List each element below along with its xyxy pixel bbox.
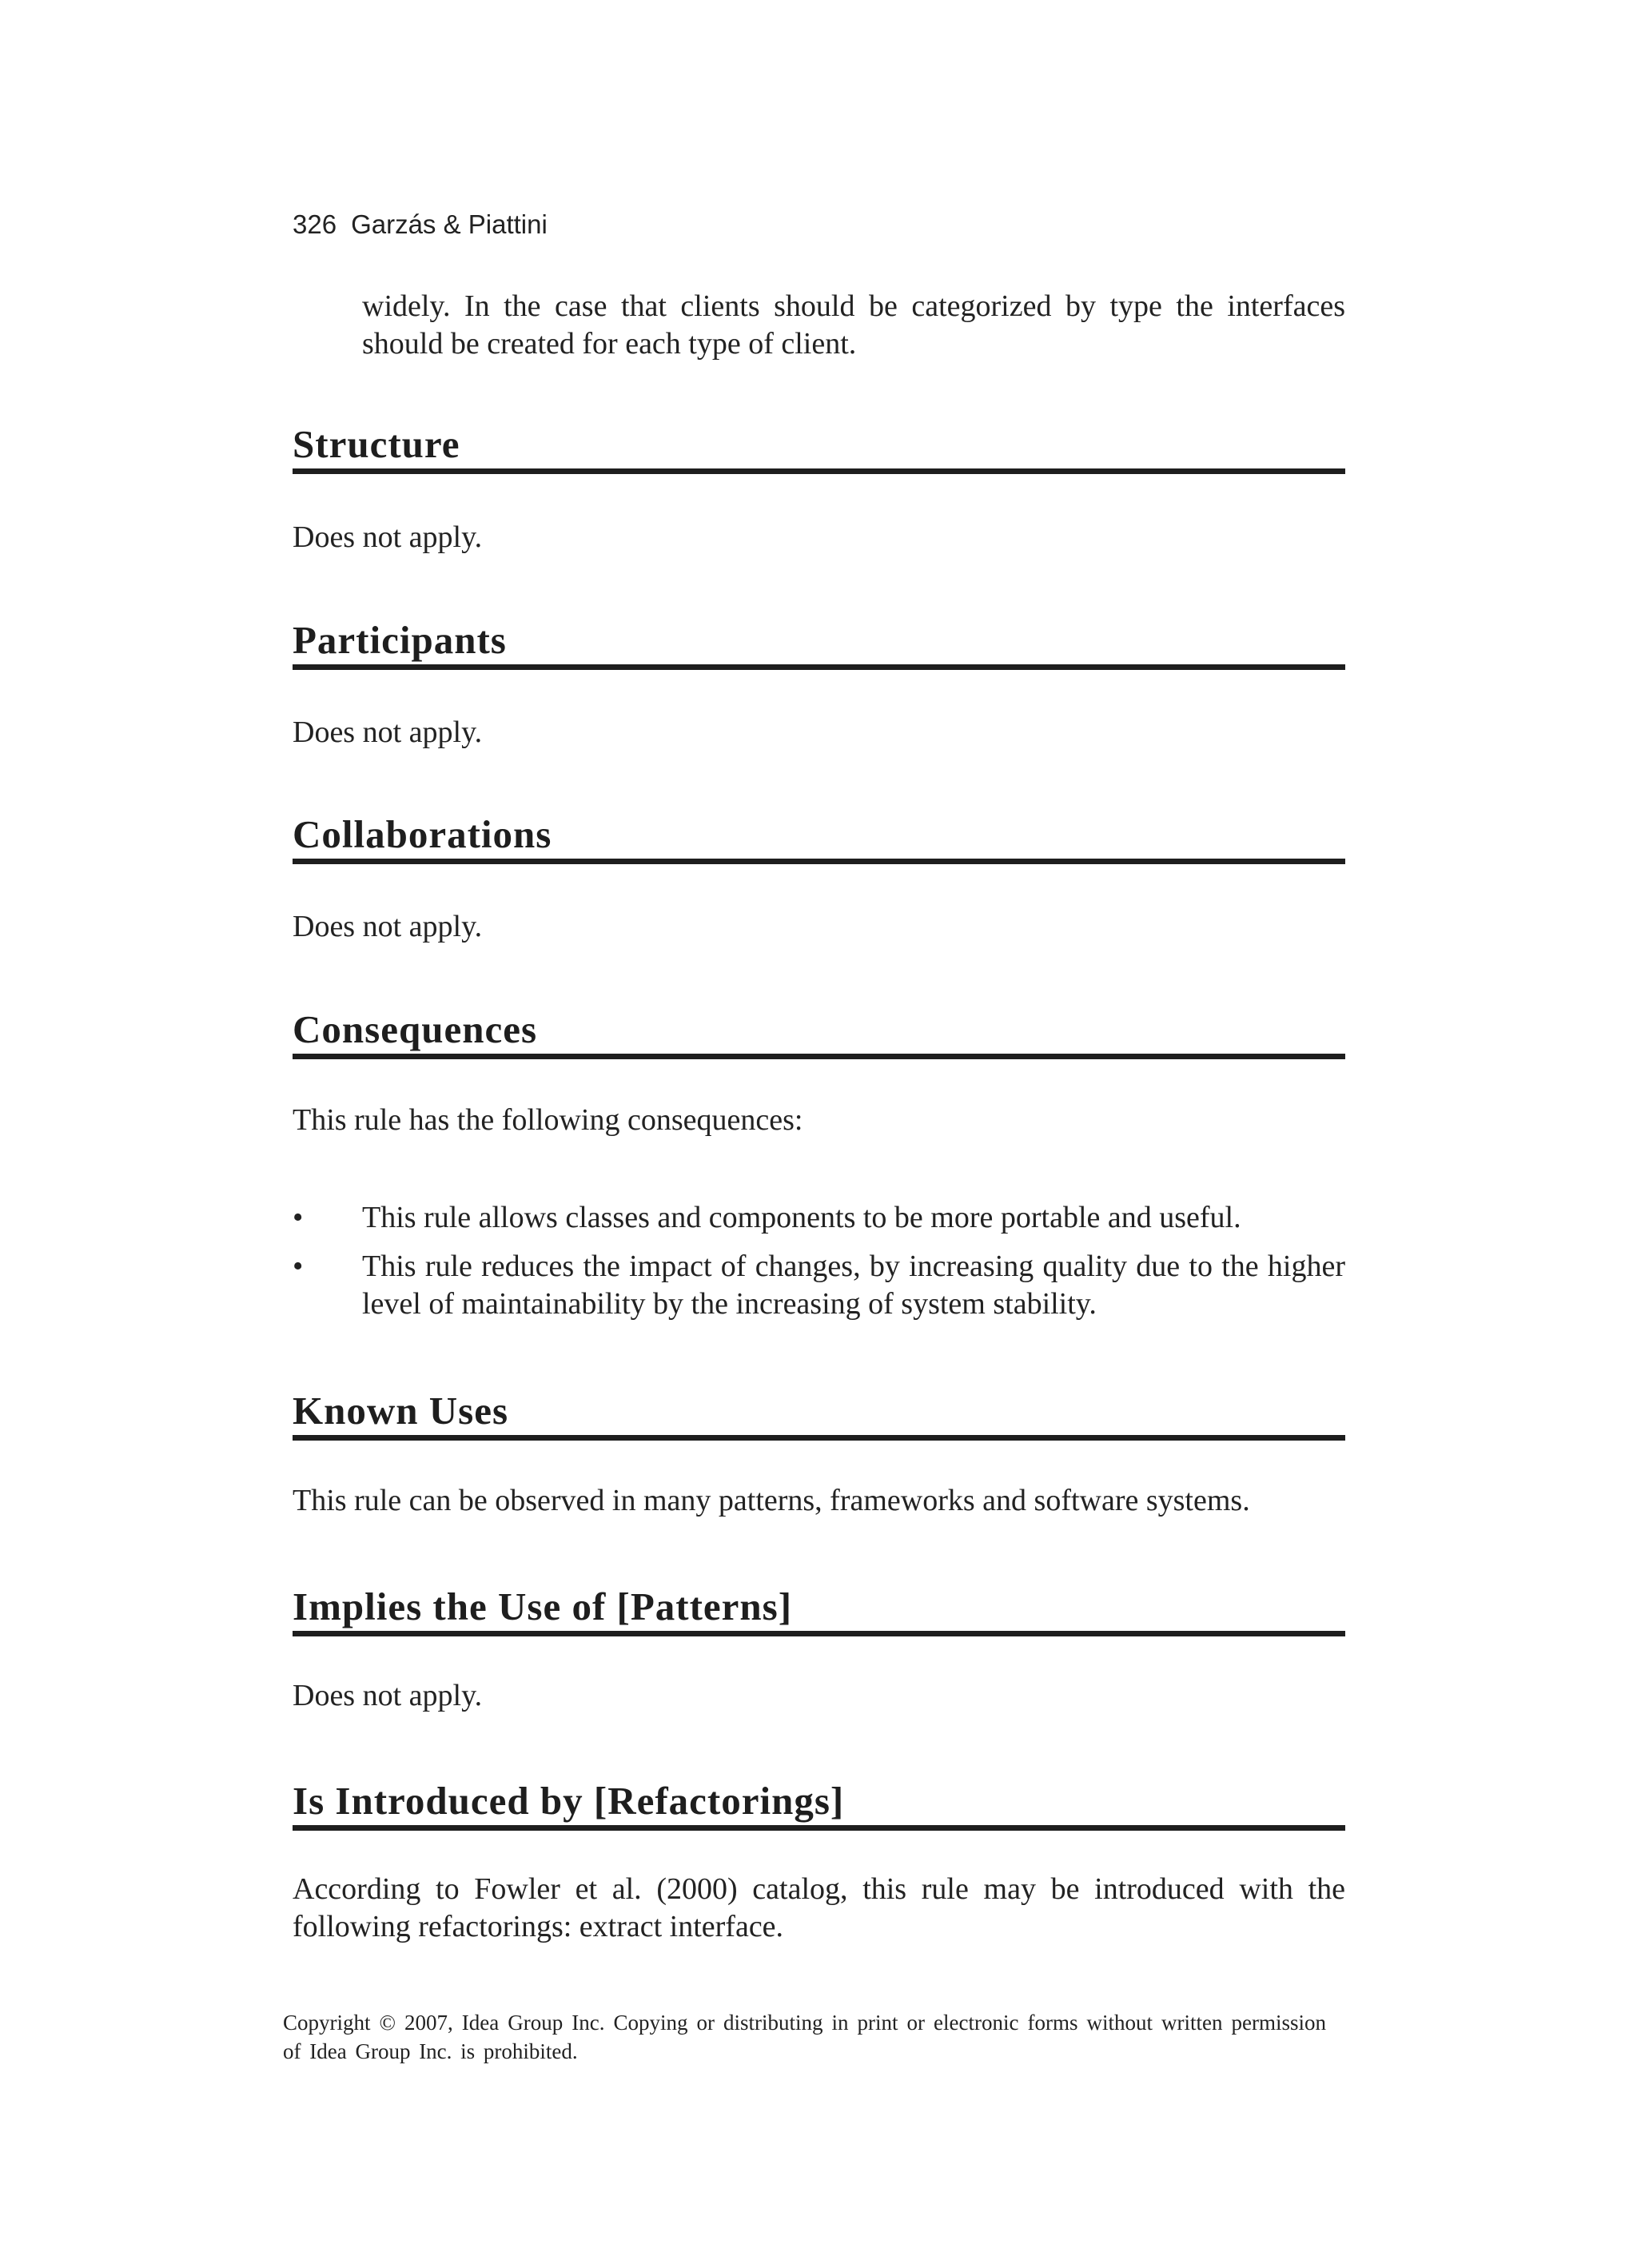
list-item-text: This rule allows classes and components to be more portable and useful. <box>362 1201 1241 1234</box>
list-item <box>293 1199 1345 1237</box>
section-heading-participants <box>293 616 1345 670</box>
running-head <box>293 209 548 240</box>
section-title: Implies the Use of [Patterns] <box>293 1584 793 1628</box>
section-title: Is Introduced by [Refactorings] <box>293 1779 845 1823</box>
section-body-known-uses: This rule can be observed in many patterns, frameworks and software systems. <box>293 1484 1250 1517</box>
page-number: 326 <box>293 209 337 239</box>
section-heading-implies-patterns <box>293 1583 1345 1636</box>
section-body-introduced-by: According to Fowler et al. (2000) catalog, this rule may be introduced with the following refactorings: extract interface. <box>293 1872 1345 1943</box>
section-heading-structure <box>293 421 1345 474</box>
continuation-paragraph: widely. In the case that clients should be categorized by type the interfaces should be created for each type of client. <box>362 289 1345 361</box>
section-body-structure: Does not apply. <box>293 520 483 554</box>
consequences-bullet-list <box>293 1199 1345 1334</box>
section-heading-collaborations <box>293 811 1345 864</box>
bullet-marker: • <box>293 1201 304 1234</box>
section-heading-introduced-by <box>293 1777 1345 1831</box>
section-body-implies-patterns: Does not apply. <box>293 1679 483 1712</box>
section-title: Structure <box>293 422 460 466</box>
section-body-participants: Does not apply. <box>293 715 483 749</box>
section-title: Participants <box>293 618 507 662</box>
bullet-marker: • <box>293 1250 304 1283</box>
list-item <box>293 1248 1345 1323</box>
copyright-notice: Copyright © 2007, Idea Group Inc. Copying or distributing in print or electronic forms without written permission of Idea Group Inc. is prohibited. <box>283 2011 1326 2063</box>
section-title: Known Uses <box>293 1389 509 1433</box>
section-body-consequences: This rule has the following consequences: <box>293 1103 803 1137</box>
section-body-collaborations: Does not apply. <box>293 910 483 943</box>
section-title: Consequences <box>293 1007 538 1051</box>
section-heading-consequences <box>293 1006 1345 1059</box>
section-heading-known-uses <box>293 1387 1345 1441</box>
section-title: Collaborations <box>293 812 552 856</box>
list-item-text: This rule reduces the impact of changes, by increasing quality due to the higher level of maintainability by the increasing of system stability. <box>362 1250 1345 1321</box>
running-head-authors: Garzás & Piattini <box>351 209 548 239</box>
